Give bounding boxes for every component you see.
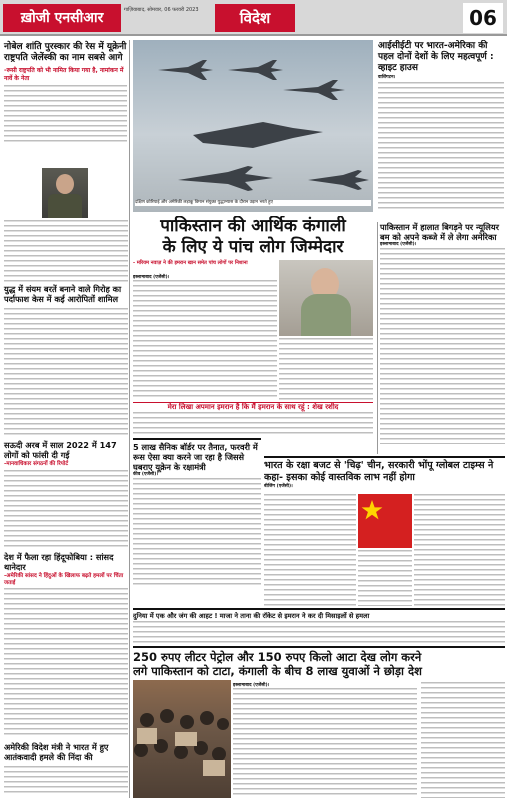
jets-illustration: [133, 40, 373, 200]
pak-main-body-right: [279, 338, 373, 400]
crowd-illustration: [133, 680, 231, 798]
fighter-jets-photo: [133, 40, 373, 212]
china-story: [264, 456, 505, 606]
border-dateline: कीव (एजेंसी)।: [133, 472, 159, 477]
imran-headline: दुनिया में एक और जंग की आहट ! माजा ने ताना की रॉकेट से इमरान ने कर दी मिसाइलों से हमला: [133, 612, 370, 620]
star-icon: [358, 494, 412, 548]
pak-main-headline-2: के लिए ये पांच लोग जिम्मेदार: [162, 237, 344, 257]
nuclear-story: [377, 222, 505, 454]
inflation-dateline: इस्लामाबाद (एजेंसी)।: [233, 683, 270, 688]
nuclear-dateline: इस्लामाबाद (एजेंसी)।: [380, 242, 417, 247]
crowd-photo: [133, 680, 231, 798]
photo-caption: दक्षिण कोरियाई और अमेरिकी लड़ाकू विमान संयुक्त युद्धाभ्यास के दौरान उड़ान भरते हुए: [135, 200, 371, 206]
left-column: [2, 40, 130, 798]
china-flag-photo: [358, 494, 412, 548]
border-headline: 5 लाख सैनिक बॉर्डर पर तैनात, फरवरी में रूस ऐसा क्या करने जा रहा है जिससे घबराए यूक्रेन के रक्षामंत्री: [133, 442, 258, 472]
maryam-photo: [279, 260, 373, 336]
nuclear-body: [380, 248, 505, 444]
date-line: गाज़ियाबाद, सोमवार, 06 फरवरी 2023: [124, 7, 199, 13]
war-body: [4, 308, 128, 438]
china-headline: भारत के रक्षा बजट से 'चिढ़' चीन, सरकारी भोंपू ग्लोबल टाइम्स ने कहा- इसका कोई वास्तविक लाभ नहीं होगा: [264, 460, 494, 483]
imran-story: [133, 608, 505, 644]
china-body-left: [264, 494, 356, 606]
nobel-subheadline: -रूसी राष्ट्रपति को भी नामित किया गया है, नामांकन में नार्वे के नेता: [4, 67, 124, 82]
nobel-headline: नोबेल शांति पुरस्कार की रेस में यूक्रेनी राष्ट्रपति जेलेंस्की का नाम सबसे आगे: [4, 42, 127, 63]
hindu-subheadline: -अमेरिकी सांसद ने हिंदुओं के खिलाफ बढ़ते हमलों पर चिंता जताई: [4, 573, 124, 586]
inflation-headline-1: 250 रुपए लीटर पेट्रोल और 150 रुपए किलो आटा देख लोग करने: [133, 650, 422, 664]
inflation-story: [133, 646, 505, 798]
icet-headline: आईसीईटी पर भारत-अमेरिका की पहल दोनों देशों के लिए महत्वपूर्ण : व्हाइट हाउस: [378, 41, 494, 73]
pak-quote-body: [133, 412, 373, 436]
masthead: [0, 0, 507, 36]
nuclear-headline: पाकिस्तान में हालात बिगड़ने पर न्यूलियर बम को अपने कब्जे में ले लेगा अमेरिका: [380, 222, 499, 242]
pak-quote-headline: मेरा लिखा अपमान इमरान है कि मैं इमरान के साथ रहूं : शेख रशीद: [133, 402, 373, 412]
saudi-headline: सऊदी अरब में साल 2022 में 147 लोगों को फांसी दी गई: [4, 440, 117, 460]
imran-body: [133, 621, 505, 643]
page-number: 06: [463, 3, 503, 33]
inflation-headline-2: लगे पाकिस्तान को टाटा, कंगाली के बीच 8 लाख युवाओं ने छोड़ा देश: [133, 664, 422, 678]
pak-main-body: [133, 280, 277, 400]
nobel-body: [4, 85, 127, 143]
icet-dateline: वाशिंगटन।: [378, 75, 396, 80]
nobel-body-cont: [4, 220, 128, 282]
icet-story: [377, 40, 505, 220]
section-title: विदेश: [215, 4, 295, 32]
pakistan-main-story: [133, 216, 373, 436]
border-body: [133, 478, 261, 586]
inflation-body: [233, 688, 417, 798]
saudi-body: [4, 470, 128, 548]
china-body-mid: [358, 550, 412, 606]
saudi-subheadline: -मानवाधिकार संगठनों की रिपोर्ट: [4, 461, 69, 467]
hindu-headline: देश में फैला रहा हिंदूफोबिया : सांसद थानेदार: [4, 552, 114, 572]
border-story: [133, 438, 261, 606]
hindu-body: [4, 588, 128, 738]
pak-main-headline-1: पाकिस्तान की आर्थिक कंगाली: [160, 216, 346, 236]
pak-main-dateline: इस्लामाबाद (एजेंसी)।: [133, 275, 170, 280]
minister-body: [4, 766, 128, 796]
war-headline: युद्ध में संयम बरतें बनाने वाले गिरोह का पर्दाफाश केस में कई आरोपितों शामिल: [4, 284, 122, 304]
zelensky-photo: [42, 168, 88, 218]
pak-main-subheadline: - मरियम नवाज़ ने की इमरान खान समेत पांच लोगों पर निशाना: [133, 260, 248, 266]
minister-headline: अमेरिकी विदेश मंत्री ने भारत में हुए आतंकवादी हमले की निंदा की: [4, 742, 109, 762]
icet-body: [378, 82, 504, 210]
china-dateline: बीजिंग (एजेंसी)।: [264, 484, 293, 489]
brand-logo: ख़ोजी एनसीआर: [3, 4, 121, 32]
inflation-body-right: [421, 682, 505, 798]
china-body-right: [414, 494, 505, 606]
